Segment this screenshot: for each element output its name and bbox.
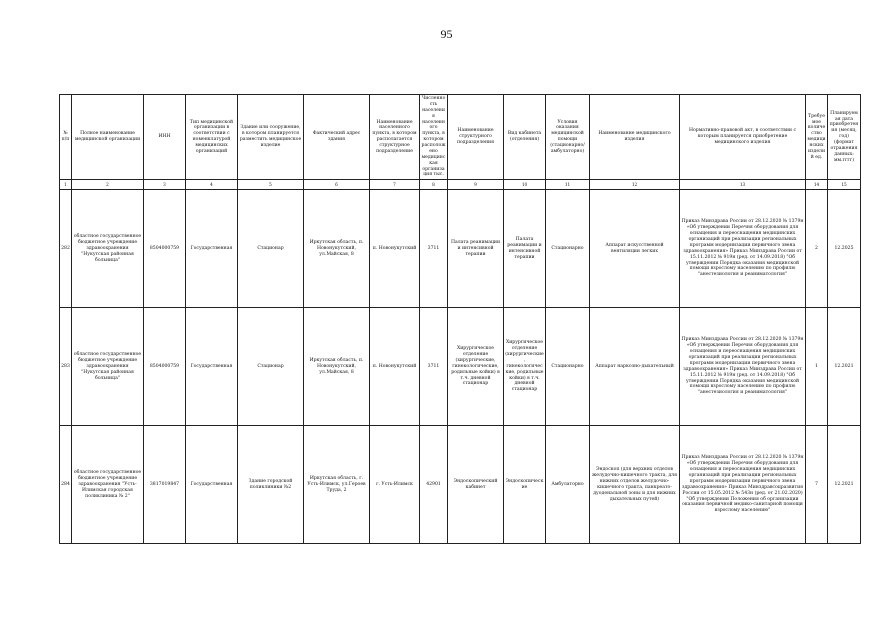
cell-conditions: Стационарно bbox=[546, 190, 590, 308]
column-number: 13 bbox=[680, 180, 806, 190]
cell-device: Аппарат наркозно-дыхательный bbox=[590, 308, 680, 426]
column-number: 14 bbox=[806, 180, 828, 190]
column-number: 15 bbox=[828, 180, 861, 190]
cell-org-name: областное государственное бюджетное учреждение здравоохранения "Нукутская районная больница" bbox=[72, 308, 144, 426]
cell-building: Стационар bbox=[238, 190, 304, 308]
column-number-row bbox=[60, 180, 861, 190]
header-cell-conditions: Условия оказания медицинской помощи (стационарно/амбулаторно) bbox=[546, 95, 590, 180]
column-number: 1 bbox=[60, 180, 72, 190]
cell-org-name: областное государственное бюджетное учреждение здравоохранения "Усть-Илимская городская поликлиника № 2" bbox=[72, 426, 144, 544]
cell-locality: п. Новонукутский bbox=[370, 190, 420, 308]
cell-date: 12.2025 bbox=[828, 190, 861, 308]
column-number: 4 bbox=[186, 180, 238, 190]
header-cell-division: Наименование структурного подразделения bbox=[448, 95, 504, 180]
header-cell-date: Планируемая дата приобретения (месяц, год) (формат отражения данных: мм.гггг) bbox=[828, 95, 861, 180]
cell-date: 12.2021 bbox=[828, 426, 861, 544]
cell-building: Здание городской поликлиники №2 bbox=[238, 426, 304, 544]
cell-org-type: Государственная bbox=[186, 426, 238, 544]
cell-date: 12.2021 bbox=[828, 308, 861, 426]
header-cell-device: Наименование медицинского изделия bbox=[590, 95, 680, 180]
cell-quantity: 7 bbox=[806, 426, 828, 544]
table-row bbox=[60, 426, 861, 544]
header-cell-address: Фактический адрес здания bbox=[304, 95, 370, 180]
header-cell-legal-act: Нормативно-правовой акт, в соответствии с которым планируется приобретение медицинского изделия bbox=[680, 95, 806, 180]
table-row bbox=[60, 308, 861, 426]
cell-population: 42901 bbox=[420, 426, 448, 544]
cell-address: Иркутская область, г. Усть-Илимск, ул.Героев Труда, 2 bbox=[304, 426, 370, 544]
header-cell-population: Численность населения населенного пункта, в котором расположено медицинская организация тыс. bbox=[420, 95, 448, 180]
cell-division: Палата реанимации и интенсивной терапии bbox=[448, 190, 504, 308]
column-number: 9 bbox=[448, 180, 504, 190]
cell-org-name: областное государственное бюджетное учреждение здравоохранения "Нукутская районная больница" bbox=[72, 190, 144, 308]
cell-inn: 3817019847 bbox=[144, 426, 186, 544]
table-row bbox=[60, 190, 861, 308]
cell-device: Аппарат искусственной вентиляции легких bbox=[590, 190, 680, 308]
cell-address: Иркутская область, п. Новонукутский, ул.Майская, 8 bbox=[304, 308, 370, 426]
header-cell-cabinet-type: Вид кабинета (отделения) bbox=[504, 95, 546, 180]
cell-org-type: Государственная bbox=[186, 190, 238, 308]
header-cell-org-type: Тип медицинской организации в соответствии с номенклатурой медицинских организаций bbox=[186, 95, 238, 180]
cell-inn: 8504000759 bbox=[144, 308, 186, 426]
cell-cabinet-type: Эндоскопические bbox=[504, 426, 546, 544]
column-number: 10 bbox=[504, 180, 546, 190]
header-cell-org-name: Полное наименование медицинской организации bbox=[72, 95, 144, 180]
cell-quantity: 1 bbox=[806, 308, 828, 426]
column-number: 12 bbox=[590, 180, 680, 190]
column-number: 7 bbox=[370, 180, 420, 190]
header-cell-number: № п/п bbox=[60, 95, 72, 180]
cell-division: Хирургическое отделение (хирургические, гинекологические, родильные койки) в т.ч. дневной стационар bbox=[448, 308, 504, 426]
page-number: 95 bbox=[440, 27, 453, 41]
cell-legal-act: Приказ Минздрава России от 28.12.2020 № 1379н «Об утверждении Перечня оборудования для оснащения и переоснащения медицинских организаций при реализации региональных программ модернизации первичного звена здравоохранения» Приказ Минздрава России от 15.11.2012 № 919н (ред. от 14.09.2018) "Об утверждении Порядка оказания медицинской помощи взрослому населению по профилю "анестезиология и реаниматология" bbox=[680, 190, 806, 308]
cell-population: 3711 bbox=[420, 308, 448, 426]
cell-device: Эндоскоп (для верхних отделов желудочно-кишечного тракта, для нижних отделов желудочно-кишечного тракта, панкреато-дуоденальной зоны и для нижних дыхательных путей) bbox=[590, 426, 680, 544]
cell-number: 282 bbox=[60, 190, 72, 308]
cell-building: Стационар bbox=[238, 308, 304, 426]
cell-legal-act: Приказ Минздрава России от 28.12.2020 № 1379н «Об утверждении Перечня оборудования для оснащения и переоснащения медицинских организаций при реализации региональных программ модернизации первичного звена здравоохранения» Приказ Минздрава России от 15.11.2012 № 919н (ред. от 14.09.2018) "Об утверждении Порядка оказания медицинской помощи взрослому населению по профилю "анестезиология и реаниматология" bbox=[680, 308, 806, 426]
header-cell-building: Здание или сооружение, в котором планируется разместить медицинское изделие bbox=[238, 95, 304, 180]
cell-division: Эндоскопический кабинет bbox=[448, 426, 504, 544]
column-number: 2 bbox=[72, 180, 144, 190]
header-cell-locality: Наименование населенного пункта, в котором располагается структурное подразделение bbox=[370, 95, 420, 180]
cell-cabinet-type: Хирургическое отделение (хирургические, гинекологические, родильные койки) в т.ч. дневной стационар bbox=[504, 308, 546, 426]
header-cell-quantity: Требуемое количество медицинских изделий ед. bbox=[806, 95, 828, 180]
cell-number: 284 bbox=[60, 426, 72, 544]
header-row bbox=[60, 95, 861, 180]
column-number: 6 bbox=[304, 180, 370, 190]
cell-locality: п. Новонукутский bbox=[370, 308, 420, 426]
cell-conditions: Стационарно bbox=[546, 308, 590, 426]
cell-population: 3711 bbox=[420, 190, 448, 308]
cell-number: 283 bbox=[60, 308, 72, 426]
equipment-table bbox=[59, 94, 861, 544]
cell-address: Иркутская область, п. Новонукутский, ул.Майская, 8 bbox=[304, 190, 370, 308]
cell-cabinet-type: Палата реанимации и интенсивной терапии bbox=[504, 190, 546, 308]
cell-legal-act: Приказ Минздрава России от 28.12.2020 № 1379н «Об утверждении Перечня оборудования для оснащения и переоснащения медицинских организаций при реализации региональных программ модернизации первичного звена здравоохранения» Приказ Минздравсоцразвития России от 15.05.2012 № 543н (ред. от 21.02.2020) "Об утверждении Положения об организации оказания первичной медико-санитарной помощи взрослому населению" bbox=[680, 426, 806, 544]
cell-locality: г. Усть-Илимск bbox=[370, 426, 420, 544]
header-cell-inn: ИНН bbox=[144, 95, 186, 180]
cell-org-type: Государственная bbox=[186, 308, 238, 426]
cell-quantity: 2 bbox=[806, 190, 828, 308]
cell-inn: 8504000759 bbox=[144, 190, 186, 308]
column-number: 11 bbox=[546, 180, 590, 190]
column-number: 5 bbox=[238, 180, 304, 190]
column-number: 8 bbox=[420, 180, 448, 190]
cell-conditions: Амбулаторно bbox=[546, 426, 590, 544]
column-number: 3 bbox=[144, 180, 186, 190]
